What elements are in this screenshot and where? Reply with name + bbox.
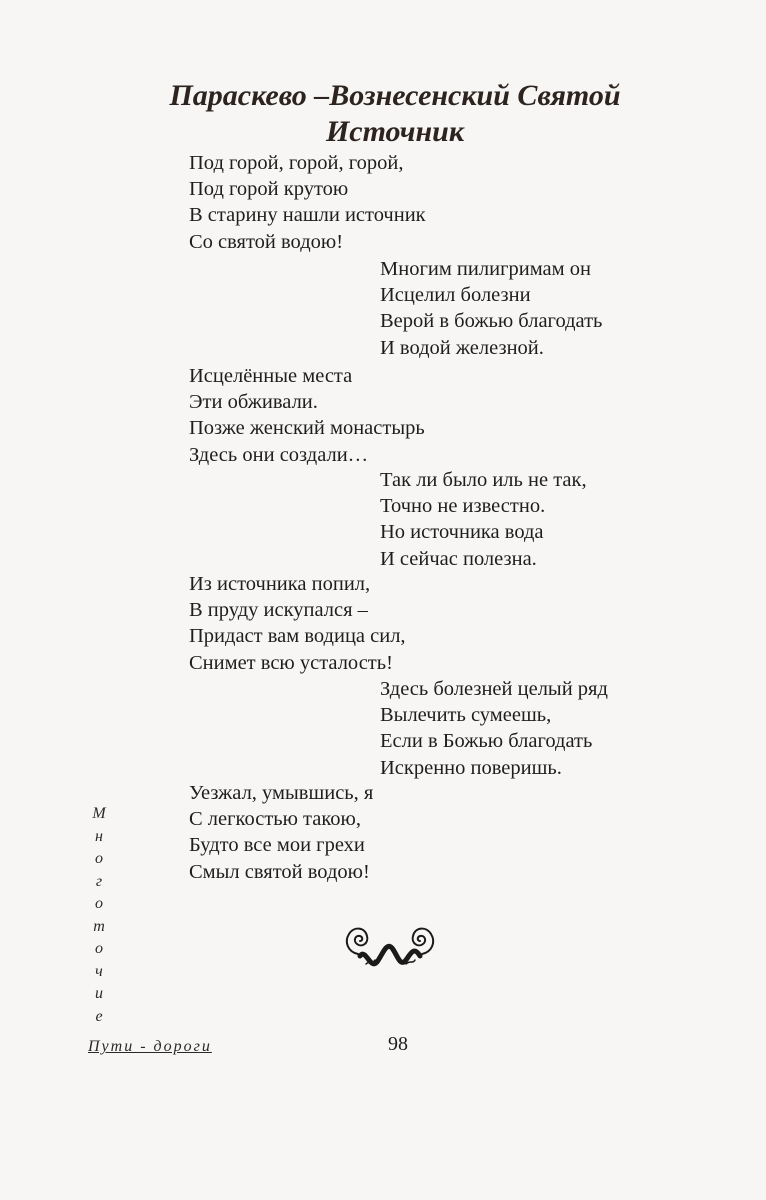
verse-line: Под горой, горой, горой, <box>189 152 404 174</box>
vertical-letter: М <box>92 805 106 822</box>
verse-line: Уезжал, умывшись, я <box>189 782 374 804</box>
verse-line: Точно не известно. <box>380 495 546 518</box>
vertical-letter: г <box>95 872 103 890</box>
poem-title <box>100 78 690 150</box>
vertical-letter: т <box>93 917 105 935</box>
verse-line: Так ли было иль не так, <box>380 469 587 491</box>
vertical-letter: ч <box>95 962 103 980</box>
vertical-letter: и <box>95 985 103 1002</box>
verse-line: Эти обживали. <box>189 391 318 414</box>
vertical-letter: о <box>95 850 103 867</box>
swirl-ornament-icon <box>340 912 440 976</box>
verse-line: В пруду искупался – <box>189 599 368 622</box>
verse-line: Но источника вода <box>380 521 544 544</box>
stanza-7 <box>189 780 373 885</box>
page-number: 98 <box>388 1033 408 1055</box>
verse-line: Из источника попил, <box>189 573 371 595</box>
verse-line: Искренно поверишь. <box>380 756 562 779</box>
verse-line: И водой железной. <box>380 336 544 359</box>
vertical-letter: о <box>95 895 103 912</box>
poem-title-line-1: Параскево –Вознесенский Святой <box>169 79 621 112</box>
vertical-letter: е <box>95 1007 103 1025</box>
verse-line: Будто все мои грехи <box>189 834 365 857</box>
vertical-section-title <box>88 803 110 1028</box>
verse-line: Придаст вам водица сил, <box>189 625 406 648</box>
verse-line: И сейчас полезна. <box>380 547 537 570</box>
poem-title-line-2: Источник <box>325 115 465 148</box>
vertical-letter: о <box>95 940 103 957</box>
stanza-3 <box>189 363 425 468</box>
verse-line: Под горой крутою <box>189 178 349 201</box>
stanza-4 <box>380 467 587 572</box>
verse-line: Смыл святой водою! <box>189 860 370 883</box>
stanza-2 <box>380 256 602 361</box>
verse-line: Верой в божью благодать <box>380 310 603 333</box>
section-label: Пути - дороги <box>88 1038 212 1055</box>
stanza-5 <box>189 571 406 676</box>
verse-line: Здесь они создали… <box>189 443 369 466</box>
verse-line: Если в Божью благодать <box>380 730 593 753</box>
verse-line: В старину нашли источник <box>189 204 426 227</box>
verse-line: Позже женский монастырь <box>189 417 425 440</box>
verse-line: Многим пилигримам он <box>380 258 591 280</box>
stanza-1 <box>189 150 426 255</box>
verse-line: С легкостью такою, <box>189 808 361 831</box>
vertical-letter: н <box>95 827 103 845</box>
verse-line: Исцелил болезни <box>380 284 531 307</box>
verse-line: Снимет всю усталость! <box>189 651 393 674</box>
verse-line: Здесь болезней целый ряд <box>380 678 608 700</box>
stanza-6 <box>380 676 608 781</box>
verse-line: Исцелённые места <box>189 365 353 387</box>
verse-line: Со святой водою! <box>189 230 344 253</box>
verse-line: Вылечить сумеешь, <box>380 704 552 727</box>
